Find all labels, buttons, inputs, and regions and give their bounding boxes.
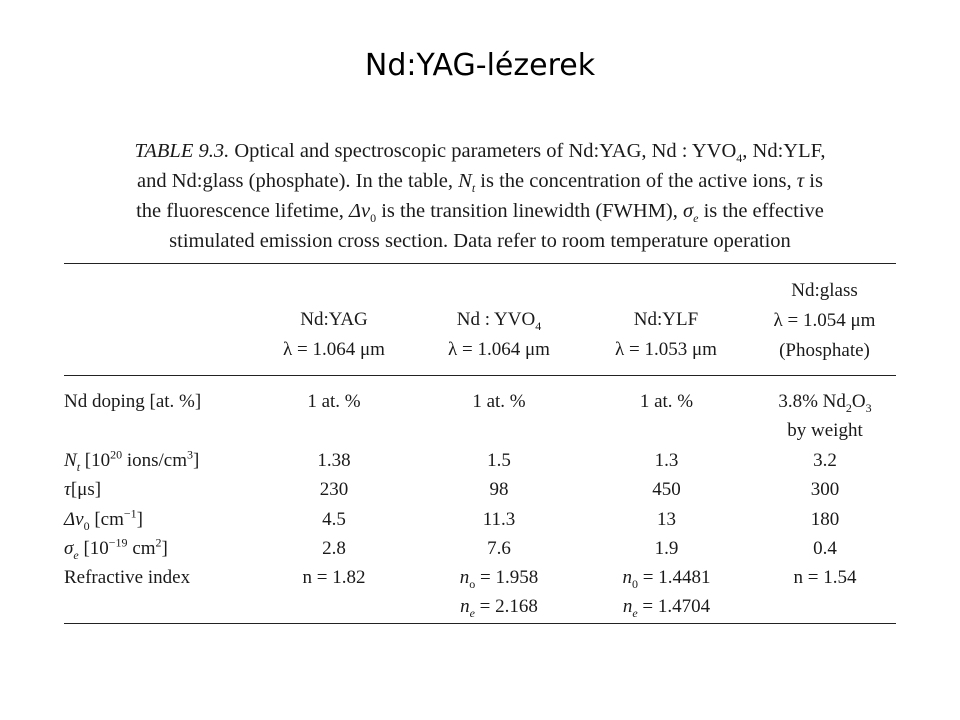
cell-text: 3.8% Nd [778,391,846,412]
cell-ndyag: 4.5 [322,509,346,530]
cell-ndglass: 0.4 [813,538,837,559]
table-row-refractive-index [64,563,896,593]
cell-text: = 1.4481 [638,567,711,588]
caption-sub: 0 [370,211,377,226]
table-row-concentration [64,446,896,476]
cell-ndyvo4 [419,563,579,593]
cell-ndglass: 300 [810,479,840,500]
caption-symbol: Δν [348,200,371,222]
caption-text: the fluorescence lifetime, [136,200,349,222]
label-symbol: Δν [64,509,84,530]
cell-ndylf: 1.3 [654,450,679,471]
cell-text: = 2.168 [474,596,538,617]
header-wavelength: λ = 1.053 μm [615,339,717,360]
caption-text: is [804,170,823,192]
cell-ndylf: 1 at. % [639,391,694,412]
cell-ndyvo4: 1.5 [487,450,511,471]
caption-line-2 [64,166,896,196]
table-top-rule [64,263,896,264]
row-label [64,475,264,505]
header-wavelength: λ = 1.064 μm [448,339,550,360]
header-wavelength: λ = 1.064 μm [283,339,385,360]
cell-sub: e [469,605,475,620]
label-text: [10 [80,450,111,471]
cell-ndyvo4: 98 [489,479,509,500]
caption-text: is the concentration of the active ions, [475,170,797,192]
row-label [64,446,264,476]
table-row-cross-section [64,534,896,564]
label-symbol: σ [64,538,74,559]
label-text: [μs] [70,479,102,500]
table-caption [64,136,896,256]
header-name: Nd:YLF [633,309,699,330]
caption-text: Optical and spectroscopic parameters of Nd:YAG, Nd : YVO [234,140,737,162]
label-text: ] [136,509,143,530]
caption-text: is the effective [698,200,824,222]
caption-sub: e [693,211,699,226]
header-name-sub: 4 [535,318,542,333]
label-text: ions/cm [122,450,188,471]
cell-ndyvo4: 7.6 [487,538,511,559]
label-sup: −1 [123,506,137,521]
cell-symbol: n [622,596,633,617]
label-text: [cm [89,509,124,530]
header-ndyvo4 [419,305,579,365]
cell-text: O [851,391,866,412]
cell-ndyag: 1.38 [317,450,351,471]
label-symbol: τ [64,479,71,500]
table-row-doping [64,387,896,417]
label-text: ] [193,450,200,471]
cell-ndyag: 230 [319,479,349,500]
label-text: cm [127,538,156,559]
cell-ndylf [589,592,744,622]
table-row-refractive-index-cont [64,592,896,622]
label-sup: 20 [110,447,123,462]
caption-text: is the transition linewidth (FWHM), [376,200,684,222]
cell-sub: o [469,576,476,591]
cell-ndyvo4 [419,592,579,622]
header-ndyag [254,305,414,365]
cell-ndglass-note: by weight [787,420,863,441]
cell-ndyvo4: 11.3 [482,509,516,530]
cell-ndylf: 1.9 [654,538,679,559]
caption-text: , Nd:YLF, [742,140,826,162]
caption-text: and Nd:glass (phosphate). In the table, [137,170,459,192]
label-sub: t [76,459,81,474]
cell-ndglass: 3.2 [813,450,837,471]
cell-sub: 3 [865,400,872,415]
cell-symbol: n [622,567,633,588]
caption-line-4: stimulated emission cross section. Data refer to room temperature operation [169,230,791,252]
label-text: ] [161,538,168,559]
cell-text: = 1.958 [475,567,539,588]
cell-ndglass [754,387,896,417]
cell-ndyvo4: 1 at. % [472,391,526,412]
table-row-lifetime [64,475,896,505]
table-row-linewidth [64,505,896,535]
header-ndylf [586,305,746,365]
cell-symbol: n [460,596,470,617]
cell-sub: e [632,605,638,620]
cell-ndglass: 180 [810,509,840,530]
caption-symbol: N [458,170,472,192]
header-note: (Phosphate) [779,340,870,361]
caption-line-1 [64,136,896,166]
label-sup: 3 [187,447,194,462]
label-sub: 0 [83,518,90,533]
cell-sub: 0 [632,576,639,591]
label-sup: 2 [155,535,162,550]
header-name [419,305,579,335]
table-row-doping-cont [64,416,896,446]
caption-sub: t [471,181,476,196]
header-rule [64,375,896,376]
cell-ndyag: n = 1.82 [302,567,366,588]
header-name: Nd:glass [791,280,858,301]
cell-symbol: n [459,567,470,588]
cell-ndglass: n = 1.54 [793,567,857,588]
cell-sub: 2 [845,400,852,415]
caption-symbol: τ [796,170,805,192]
cell-text: = 1.4704 [637,596,711,617]
header-name: Nd:YAG [300,309,368,330]
row-label [64,505,264,535]
header-wavelength: λ = 1.054 μm [773,310,876,331]
caption-symbol: σ [683,200,694,222]
row-label: Nd doping [at. %] [64,391,202,412]
row-label [64,534,264,564]
caption-sub: 4 [736,151,743,166]
slide-title: Nd:YAG-lézerek [364,48,596,83]
header-name-text: Nd : YVO [456,309,536,330]
cell-ndylf: 13 [657,509,676,530]
cell-ndylf: 450 [652,479,681,500]
header-ndglass [753,276,896,366]
cell-ndyag: 1 at. % [307,391,361,412]
label-sup: −19 [108,535,128,550]
label-sub: e [73,547,79,562]
cell-ndylf [589,563,744,593]
label-text: [10 [78,538,109,559]
caption-label: TABLE 9.3. [134,140,230,162]
label-symbol: N [64,450,77,471]
caption-line-3 [64,196,896,226]
cell-ndyag: 2.8 [322,538,346,559]
table-bottom-rule [64,623,896,624]
row-label: Refractive index [64,567,191,588]
